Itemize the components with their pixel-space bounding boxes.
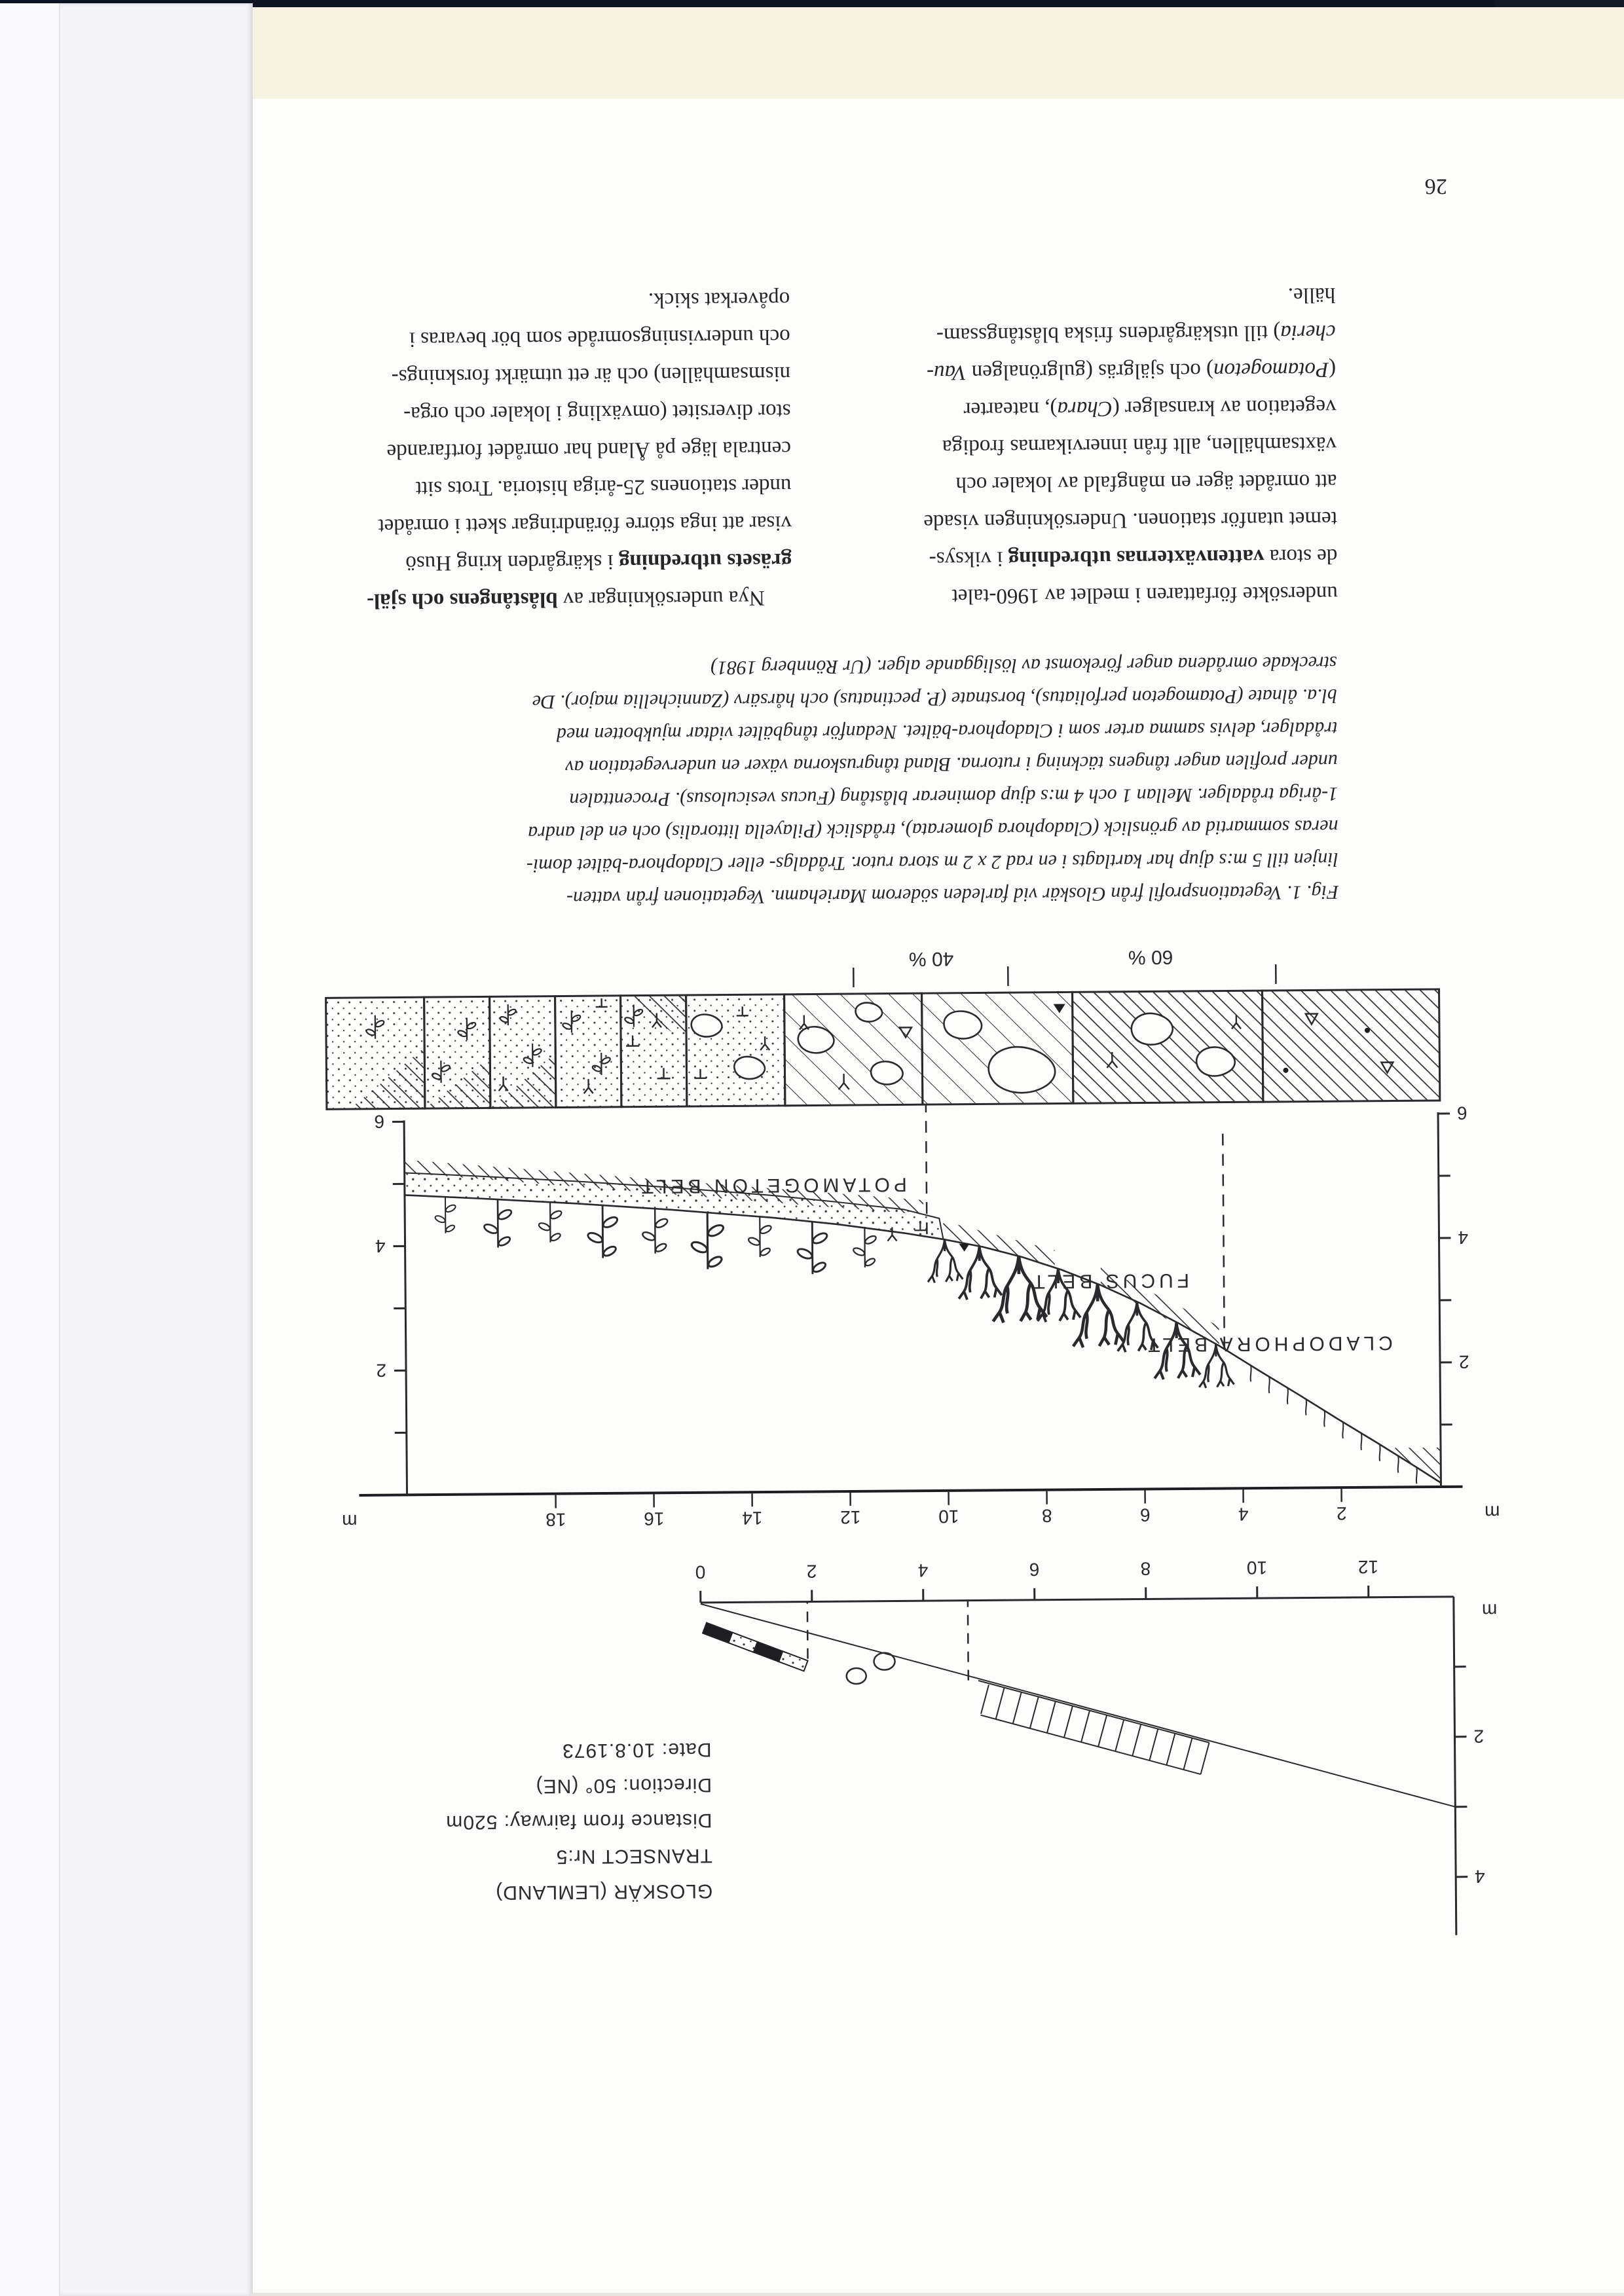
text-line: undersökte författaren i medlet av 1960-talet (951, 581, 1338, 608)
svg-text:6: 6 (1456, 1102, 1467, 1123)
svg-text:12: 12 (840, 1506, 861, 1528)
water-surface-line (360, 1487, 1463, 1495)
black-triangle-marker (959, 1244, 970, 1252)
svg-text:2: 2 (376, 1360, 387, 1381)
text-line: opåverkat skick. (648, 287, 790, 312)
strip-cells (326, 989, 1440, 1109)
sheet-crease-line (59, 3, 60, 2296)
svg-text:m: m (1485, 1502, 1500, 1523)
text-line: trådalger, delvis samma arter som i Cladophora-bältet. Nedanför tångbältet vidtar mjukbotten med (556, 718, 1338, 746)
text-line: växtsamhällen, allt från innervikarnas frodiga (942, 432, 1337, 459)
underlying-page-edge (251, 7, 1624, 101)
vegetation-profile-diagram (327, 1093, 1515, 1561)
depth-axis-right-labels (374, 1112, 386, 1381)
text-line: Nya undersökningar av blåstångens och själ- (366, 586, 765, 613)
svg-text:14: 14 (742, 1508, 763, 1529)
sheet-fold-highlight (0, 3, 59, 2296)
svg-text:m: m (342, 1510, 358, 1532)
svg-text:16: 16 (644, 1508, 665, 1529)
svg-text:2: 2 (1458, 1351, 1469, 1372)
svg-text:4: 4 (1238, 1504, 1249, 1525)
square-mapping-strip (286, 932, 1466, 1118)
text-line: (Potamogeton) och själgräs (gulgrönalgen Vau- (926, 357, 1337, 385)
text-line: under stationens 25-åriga historia. Trots sitt (415, 473, 792, 501)
text-line: neras sommartid av grönslick (Cladophora glomerata), trådslick (Pilayella littoralis) och en del andra (528, 816, 1338, 844)
rock-face-hatch (970, 1681, 1209, 1774)
page-bottom-shadow (251, 2293, 1624, 2296)
station-name: GLOSKÄR (LEMLAND) (495, 1880, 713, 1904)
profile-distance-labels (342, 1502, 1500, 1531)
text-line: linjen till 5 m:s djup har kartlagts i en rad 2 x 2 m stora rutor. Trådalgs- eller Cladophora-bältet domi- (526, 848, 1339, 877)
coverage-60-label: 60 % (1128, 946, 1173, 968)
svg-text:4: 4 (1458, 1227, 1469, 1248)
figure-caption (282, 646, 1338, 917)
text-line: cheria) till utskärgårdens friska blåstångssam- (936, 320, 1336, 347)
transect-number: TRANSECT Nr:5 (555, 1844, 713, 1868)
distance-from-fairway: Distance from fairway: 520m (445, 1809, 712, 1833)
journal-page (251, 99, 1624, 2296)
text-line: och undervisningsområde som bör bevaras i (409, 324, 790, 352)
svg-text:18: 18 (545, 1509, 566, 1530)
text-line: gräsets utbredning i skärgården kring Husö (405, 548, 792, 575)
shore-boulders (846, 1653, 895, 1685)
measuring-rod (703, 1623, 807, 1671)
svg-text:2: 2 (806, 1561, 817, 1582)
shore-distance-axis (701, 1585, 1454, 1603)
shore-distance-tick-labels (695, 1557, 1379, 1582)
svg-text:8: 8 (1041, 1505, 1052, 1526)
text-line: centrala läge på Åland har området fortfarande (386, 436, 792, 464)
overlapping-sheet-edge (0, 3, 253, 2296)
text-line: temet utanför stationen. Undersökningen visade (923, 507, 1338, 534)
shore-unit-m: m (1481, 1600, 1498, 1621)
text-line: bl.a. ålnate (Potamogeton perfoliatus), borstnate (P. pectinatus) och hårsärv (Zannichellia major). De (532, 685, 1338, 713)
text-line: visar att inga större förändringar skett i området (378, 511, 792, 538)
text-line: hälle. (1287, 283, 1336, 307)
text-line: Fig. 1. Vegetationsprofil från Gloskär vid farleden söderom Mariehamn. Vegetationen från vatten- (566, 881, 1339, 909)
shore-elev-4: 4 (1475, 1866, 1485, 1887)
shore-elevation-axis (1454, 1597, 1468, 1935)
text-line: under profilen anger tångens täckning i rutorna. Bland tångruskorna växer en undervegetation av (565, 750, 1338, 778)
cladophora-filaments (1250, 1364, 1417, 1485)
rotated-page-content (251, 99, 1624, 2296)
svg-text:10: 10 (938, 1506, 959, 1527)
potamogeton-belt-label: POTAMOGETON BELT (637, 1173, 907, 1197)
svg-text:12: 12 (1357, 1556, 1379, 1577)
text-line: att området äger en mångfald av lokaler och (955, 469, 1337, 496)
body-column-right (282, 280, 792, 620)
depth-axis-left (1438, 1112, 1452, 1487)
svg-text:6: 6 (1139, 1504, 1151, 1525)
svg-text:4: 4 (375, 1235, 386, 1256)
text-line: nismsamhällen) och är ett utmärkt forsknings- (391, 361, 791, 389)
survey-date: Date: 10.8.1973 (561, 1738, 712, 1762)
svg-text:8: 8 (1140, 1558, 1151, 1579)
shore-profile-diagram (651, 1539, 1519, 1958)
text-line: vegetation av kransalger (Chara), natearter (963, 395, 1337, 422)
svg-text:0: 0 (695, 1561, 706, 1582)
text-line: stor diversitet (omväxling i lokaler och orga- (403, 399, 791, 426)
text-line: streckade områdena anger förekomst av lösliggande alger. (Ur Rönnberg 1981) (710, 652, 1337, 679)
direction: Direction: 50° (NE) (535, 1774, 712, 1797)
land-slope-line (701, 1598, 1455, 1813)
coverage-40-label: 40 % (908, 947, 954, 970)
text-line: de stora vattenväxternas utbredning i viksys- (929, 544, 1338, 572)
svg-text:6: 6 (374, 1111, 385, 1132)
svg-text:2: 2 (1336, 1503, 1347, 1524)
svg-text:10: 10 (1246, 1558, 1268, 1578)
text-line: 1-åriga trådalger. Mellan 1 och 4 m:s djup dominerar blåstång (Fucus vesiculosus). Procenttalen (569, 783, 1338, 811)
body-column-left (828, 276, 1338, 615)
shore-elev-2: 2 (1473, 1726, 1485, 1747)
svg-text:6: 6 (1029, 1559, 1040, 1580)
cladophora-belt-label: CLADOPHORA BELT (1144, 1332, 1393, 1356)
svg-text:4: 4 (917, 1560, 929, 1581)
depth-axis-left-labels (1457, 1103, 1469, 1372)
fucus-belt-label: FUCUS BELT (1029, 1269, 1190, 1292)
page-number: 26 (1424, 173, 1448, 199)
